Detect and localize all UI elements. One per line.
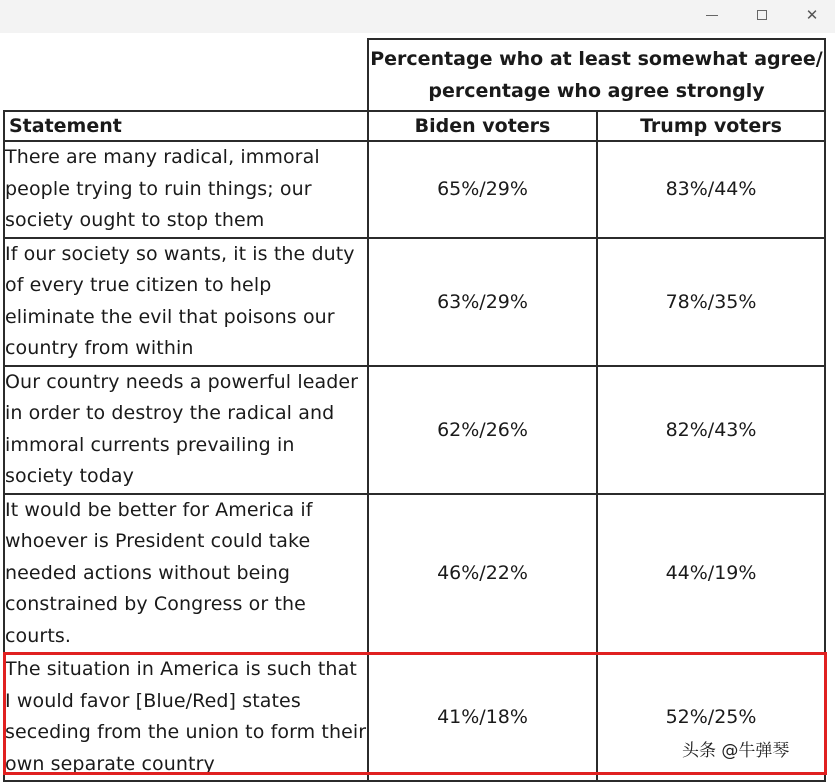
statement-cell: Our country needs a powerful leader in order to destroy the radical and immoral currents prevailing in society today [4, 366, 368, 494]
table-row-highlighted [4, 653, 825, 781]
close-button[interactable] [788, 0, 835, 30]
column-header-biden: Biden voters [368, 111, 597, 141]
table-row [4, 141, 825, 238]
statement-cell: The situation in America is such that I would favor [Blue/Red] states seceding from the union to form their own separate country [4, 653, 368, 781]
header-empty-cell [4, 39, 368, 111]
window-titlebar [0, 0, 835, 33]
maximize-button[interactable] [738, 0, 786, 30]
trump-value-cell: 83%/44% [597, 141, 825, 238]
biden-value-cell: 63%/29% [368, 238, 597, 366]
biden-value-cell: 41%/18% [368, 653, 597, 781]
statement-cell: It would be better for America if whoever is President could take needed actions without being constrained by Congress or the courts. [4, 494, 368, 654]
minimize-icon [706, 15, 718, 16]
statement-cell: If our society so wants, it is the duty of every true citizen to help eliminate the evil that poisons our country from within [4, 238, 368, 366]
table-row [4, 238, 825, 366]
biden-value-cell: 65%/29% [368, 141, 597, 238]
column-header-row [4, 111, 825, 141]
trump-value-cell: 82%/43% [597, 366, 825, 494]
trump-value-cell: 78%/35% [597, 238, 825, 366]
table-row [4, 366, 825, 494]
close-icon: ✕ [805, 6, 819, 24]
table-row [4, 494, 825, 654]
trump-value-cell: 44%/19% [597, 494, 825, 654]
maximize-icon [757, 10, 767, 20]
statement-cell: There are many radical, immoral people trying to ruin things; our society ought to stop them [4, 141, 368, 238]
survey-table [3, 38, 826, 782]
trump-value-cell: 52%/25% [597, 653, 825, 781]
column-header-statement: Statement [4, 111, 368, 141]
biden-value-cell: 62%/26% [368, 366, 597, 494]
table-header-row [4, 39, 825, 111]
column-header-trump: Trump voters [597, 111, 825, 141]
minimize-button[interactable] [688, 0, 736, 30]
header-merged-cell: Percentage who at least somewhat agree/ percentage who agree strongly [368, 39, 825, 111]
biden-value-cell: 46%/22% [368, 494, 597, 654]
watermark: 头条 @牛弹琴 [682, 736, 789, 761]
